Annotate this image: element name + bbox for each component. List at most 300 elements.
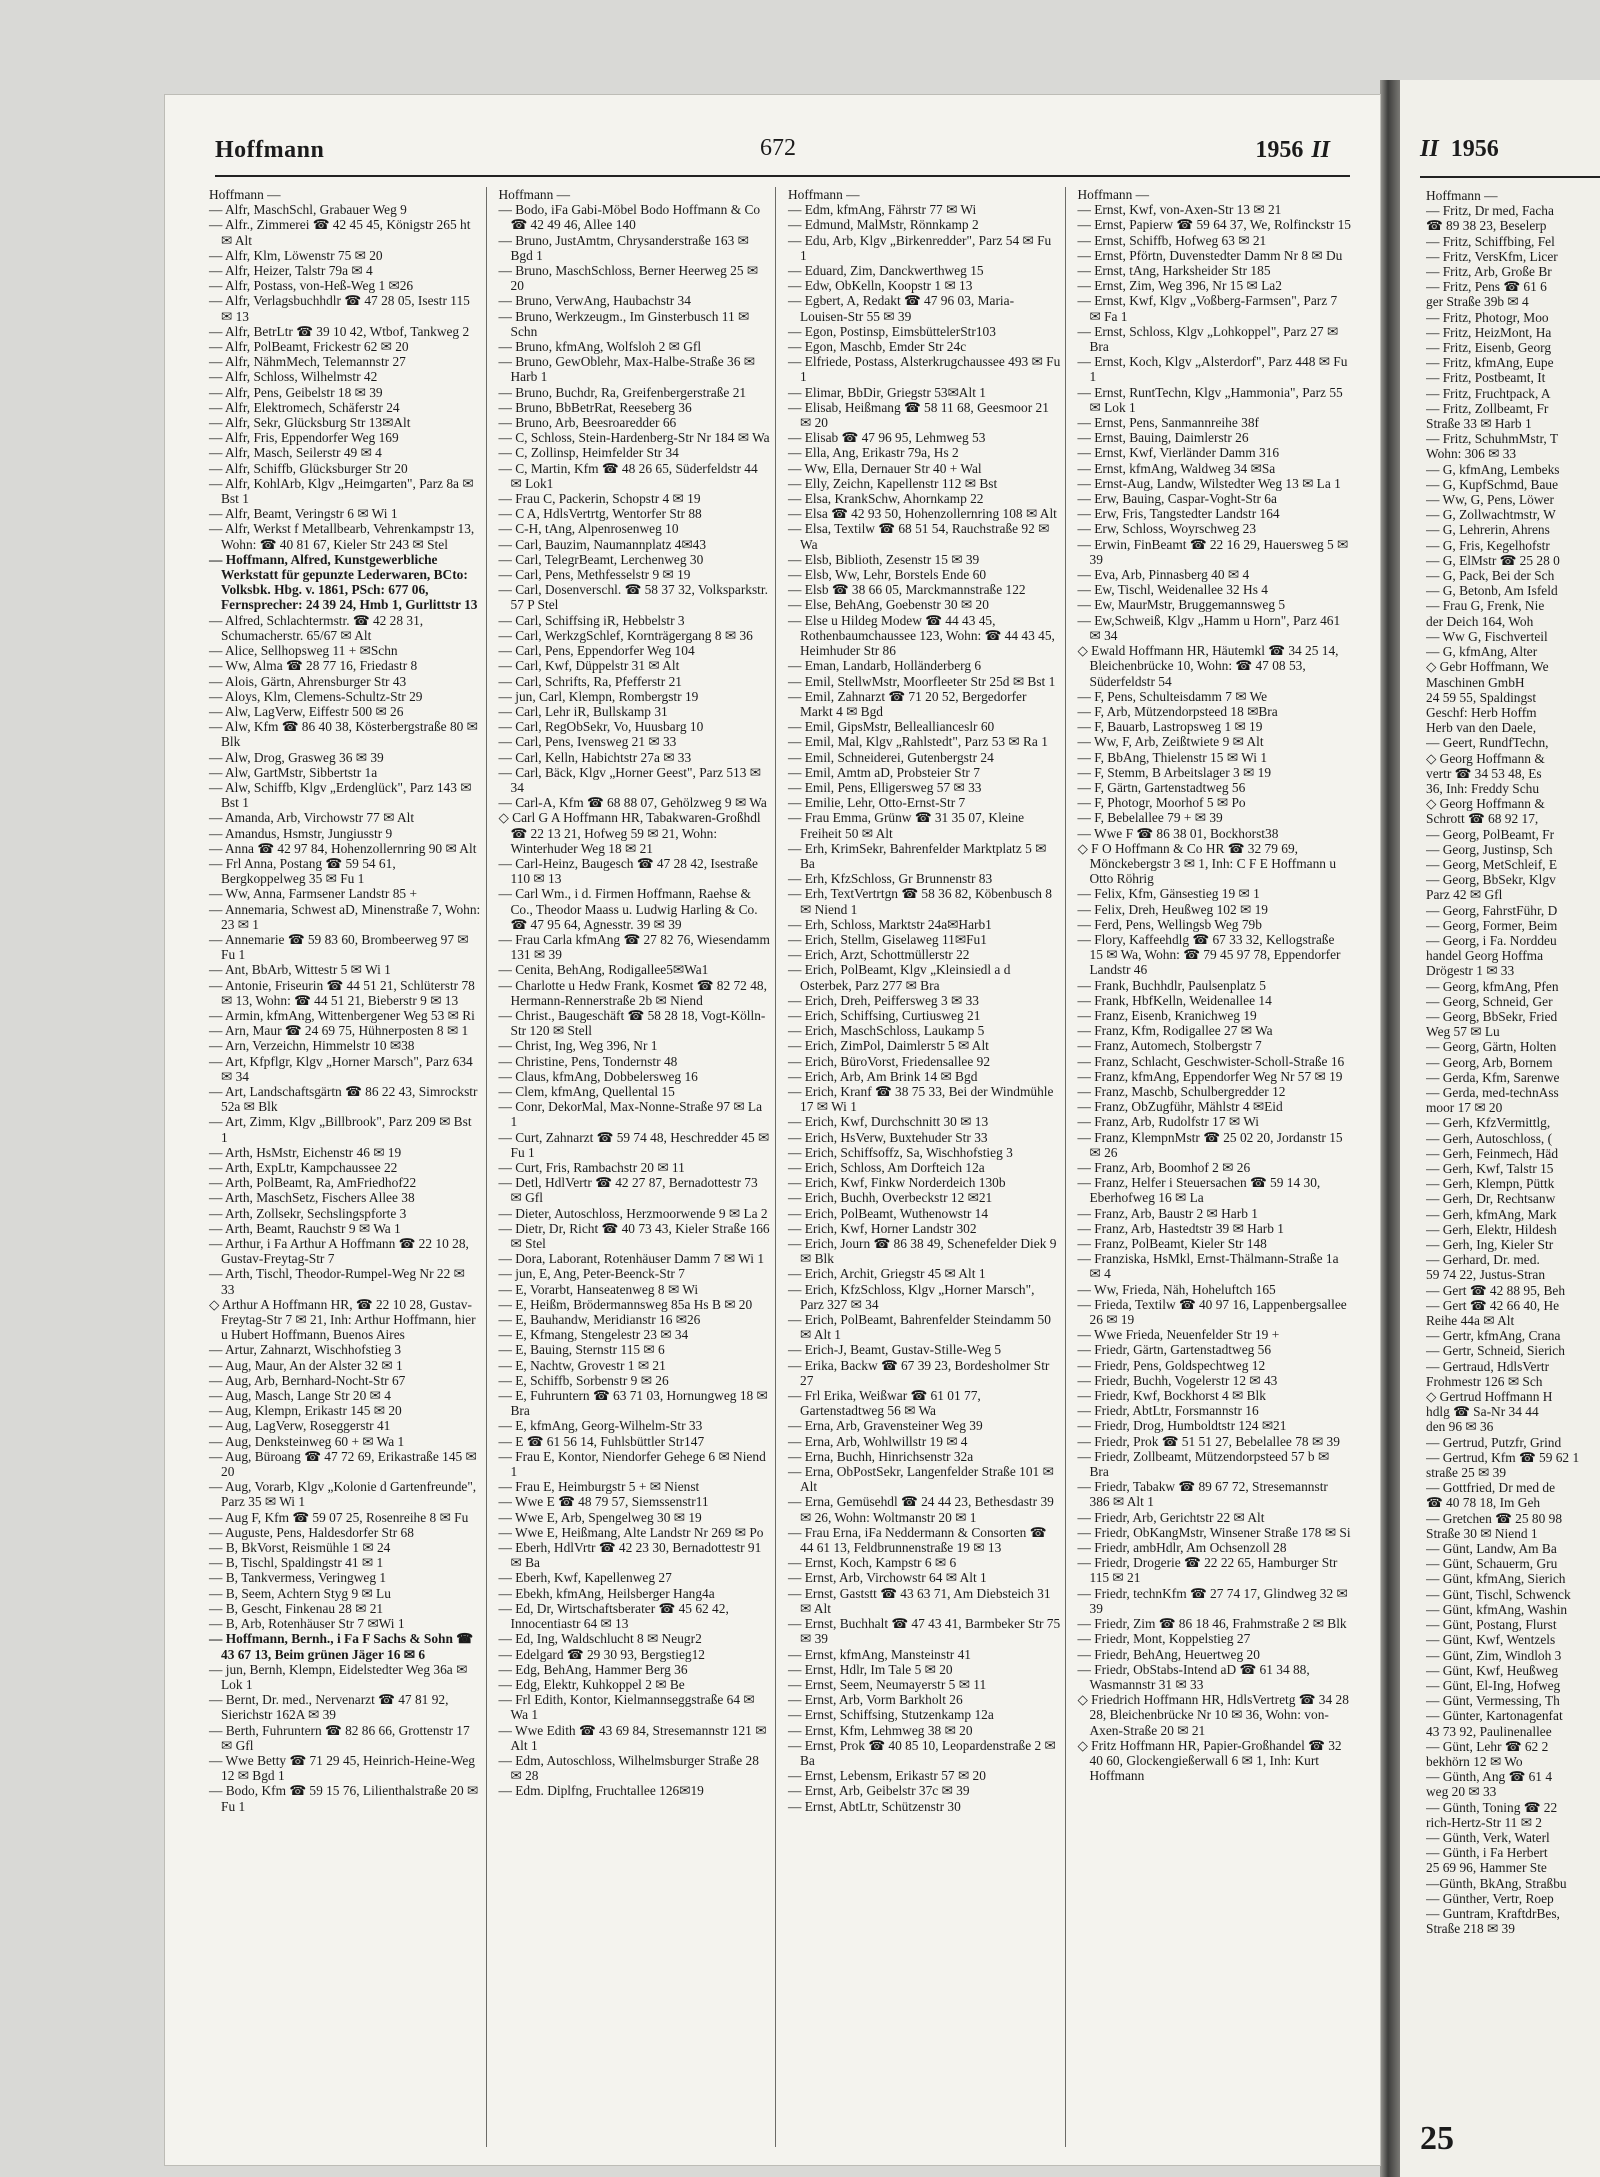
directory-entry: — Annemarie ☎ 59 83 60, Brombeerweg 97 ✉ Fu 1 xyxy=(209,931,469,963)
directory-entry: — Bruno, Arb, Beesroaredder 66 xyxy=(498,415,677,431)
directory-entry: — Erw, Fris, Tangstedter Landstr 164 xyxy=(1077,506,1280,522)
directory-entry: — Ernst, Arb, Geibelstr 37c ✉ 39 xyxy=(788,1783,970,1799)
next-page-entry: — G, kfmAng, Lembeks xyxy=(1426,461,1560,477)
directory-entry: — Bruno, VerwAng, Haubachstr 34 xyxy=(498,293,691,309)
directory-entry: — Erich, HsVerw, Buxtehuder Str 33 xyxy=(788,1129,988,1145)
directory-entry: ◇ Fritz Hoffmann HR, Papier-Großhandel ☎ 32 40 60, Glockengießerwall 6 ✉ 1, Inh: Kurt Hoffmann xyxy=(1077,1737,1342,1784)
directory-entry: — Antonie, Friseurin ☎ 44 51 21, Schlüterstr 78 ✉ 13, Wohn: ☎ 44 51 21, Bieberstr 9 ✉ 13 xyxy=(209,977,475,1008)
directory-entry: — B, Arb, Rotenhäuser Str 7 ✉Wi 1 xyxy=(209,1616,405,1632)
next-page-entry: — Günt, Vermessing, Th xyxy=(1426,1693,1560,1709)
directory-entry: — B, Tankvermess, Veringweg 1 xyxy=(209,1570,387,1586)
directory-entry: — Erwin, FinBeamt ☎ 22 16 29, Hauersweg 5 ✉ 39 xyxy=(1077,536,1349,567)
next-page-entry: Parz 42 ✉ Gfl xyxy=(1426,887,1503,903)
directory-entry: — Ernst, Arb, Virchowstr 64 ✉ Alt 1 xyxy=(788,1570,987,1586)
next-page-entry: — Gretchen ☎ 25 80 98 xyxy=(1426,1510,1563,1526)
next-page-entry: — Gert ☎ 42 66 40, He xyxy=(1426,1297,1560,1313)
directory-entry: — Erw, Bauing, Caspar-Voght-Str 6a xyxy=(1077,491,1277,507)
directory-entry: — jun, Carl, Klempn, Rombergstr 19 xyxy=(498,688,699,704)
directory-page xyxy=(165,95,1380,2165)
directory-entry: — Ww, Anna, Farmsener Landstr 85 + xyxy=(209,886,417,902)
directory-entry: — Hoffmann, Alfred, Kunstgewerbliche Werkstatt für gepunzte Lederwaren, BCto: Volksbk. Hbg. v. 1861, PSch: 677 06, Fernsprecher: 24 39 24, Hmb 1, Gurlittstr 13 xyxy=(209,551,478,613)
directory-entry: — Alfr, Elektromech, Schäferstr 24 xyxy=(209,399,400,415)
directory-entry: — Carl, Bäck, Klgv „Horner Geest", Parz 513 ✉ 34 xyxy=(498,764,761,795)
next-page-entry: — Georg, Arb, Bornem xyxy=(1426,1054,1553,1070)
directory-entry: — Annemaria, Schwest aD, Minenstraße 7, Wohn: 23 ✉ 1 xyxy=(209,901,481,932)
directory-entry: — Ww, F, Arb, Zeißtwiete 9 ✉ Alt xyxy=(1077,734,1264,750)
directory-entry: — Erich, ZimPol, Daimlerstr 5 ✉ Alt xyxy=(788,1038,989,1054)
directory-entry: — Ernst, Seem, Neumayerstr 5 ✉ 11 xyxy=(788,1676,987,1692)
directory-entry: — F, BbAng, Thielenstr 15 ✉ Wi 1 xyxy=(1077,749,1268,765)
next-page-entry: — Gerh, Ing, Kieler Str xyxy=(1426,1237,1554,1253)
next-page-rule xyxy=(1420,176,1600,178)
directory-entry: — Carl-Heinz, Baugesch ☎ 47 28 42, Isestraße 110 ✉ 13 xyxy=(498,855,759,887)
next-page-entry: — Georg, PolBeamt, Fr xyxy=(1426,826,1555,842)
next-page-entry: — G, ElMstr ☎ 25 28 0 xyxy=(1426,552,1560,568)
directory-entry: — Dieter, Autoschloss, Herzmoorwende 9 ✉ La 2 xyxy=(498,1205,768,1221)
directory-entry: — Arth, Beamt, Rauchstr 9 ✉ Wa 1 xyxy=(209,1220,401,1236)
directory-entry: — Ernst, kfmAng, Mansteinstr 41 xyxy=(788,1646,971,1662)
directory-entry: — Ernst, Schiffb, Hofweg 63 ✉ 21 xyxy=(1077,232,1267,248)
directory-entry: — Ernst-Aug, Landw, Wilstedter Weg 13 ✉ La 1 xyxy=(1077,475,1341,491)
directory-entry: — Art, Landschaftsgärtn ☎ 86 22 43, Simrockstr 52a ✉ Blk xyxy=(209,1083,478,1115)
directory-entry: — E, Schiffb, Sorbenstr 9 ✉ 26 xyxy=(498,1372,669,1388)
next-page-entry: — Günt, Schauerm, Gru xyxy=(1426,1556,1558,1572)
directory-entry: — Edu, Arb, Klgv „Birkenredder", Parz 54 ✉ Fu 1 xyxy=(788,232,1052,263)
directory-entry: — Friedr, Arb, Gerichtstr 22 ✉ Alt xyxy=(1077,1509,1265,1525)
directory-entry: — Ernst, Papierw ☎ 59 64 37, We, Rolfinckstr 15 xyxy=(1077,217,1351,233)
directory-entry: — Franziska, HsMkl, Ernst-Thälmann-Straße 1a ✉ 4 xyxy=(1077,1251,1339,1282)
directory-entry: — Frank, Buchhdlr, Paulsenplatz 5 xyxy=(1077,977,1266,993)
signature-mark: 25 xyxy=(1420,2120,1454,2157)
next-page-entry: — Gerh, kfmAng, Mark xyxy=(1426,1206,1557,1222)
directory-entry: — Alfr, KohlArb, Klgv „Heimgarten", Parz 8a ✉ Bst 1 xyxy=(209,475,474,507)
directory-entry: — Ernst, Kwf, Vierländer Damm 316 xyxy=(1077,445,1280,461)
directory-entry: — Alfr, Verlagsbuchhdlr ☎ 47 28 05, Isestr 115 ✉ 13 xyxy=(209,293,470,324)
next-page-entry: — Günt, Tischl, Schwenck xyxy=(1426,1586,1571,1602)
next-page-entry: Schrott ☎ 68 92 17, xyxy=(1426,811,1539,827)
directory-entry: — F, Gärtn, Gartenstadtweg 56 xyxy=(1077,779,1246,795)
directory-entry: Hoffmann — xyxy=(1077,187,1150,202)
directory-entry: — Friedr, AbtLtr, Forsmannstr 16 xyxy=(1077,1403,1259,1419)
directory-entry: — E, Nachtw, Grovestr 1 ✉ 21 xyxy=(498,1357,666,1373)
directory-entry: — Ed, Dr, Wirtschaftsberater ☎ 45 62 42, Innocentiastr 64 ✉ 13 xyxy=(498,1600,729,1632)
directory-entry: — Emil, StellwMstr, Moorfleeter Str 25d ✉ Bst 1 xyxy=(788,673,1056,689)
directory-entry: ◇ Arthur A Hoffmann HR, ☎ 22 10 28, Gustav-Freytag-Str 7 ✉ 21, Inh: Arthur Hoffmann, hier u Hubert Hoffmann, Buenos Aires xyxy=(209,1296,476,1343)
directory-entry: — Carl, Bauzim, Naumannplatz 4✉43 xyxy=(498,536,707,552)
next-page-entry: — Gerh, Elektr, Hildesh xyxy=(1426,1221,1557,1237)
directory-entry: — Erich, Archit, Griegstr 45 ✉ Alt 1 xyxy=(788,1266,986,1282)
directory-entry: — Wwe Frieda, Neuenfelder Str 19 + xyxy=(1077,1327,1280,1343)
directory-entry: — Edw, ObKelln, Koopstr 1 ✉ 13 xyxy=(788,278,973,294)
directory-entry: — Arth, HsMstr, Eichenstr 46 ✉ 19 xyxy=(209,1144,402,1160)
directory-entry: — Eduard, Zim, Danckwerthweg 15 xyxy=(788,263,984,279)
directory-entry: — Carl, Pens, Methfesselstr 9 ✉ 19 xyxy=(498,567,691,583)
directory-entry: — Alfr, Pens, Geibelstr 18 ✉ 39 xyxy=(209,384,383,400)
directory-entry: — Carl, TelegrBeamt, Lerchenweg 30 xyxy=(498,551,704,567)
directory-entry: ◇ Friedrich Hoffmann HR, HdlsVertretg ☎ 34 28 28, Bleichenbrücke Nr 10 ✉ 36, Wohn: von-Axen-Straße 20 ✉ 21 xyxy=(1077,1692,1349,1738)
directory-entry: — Franz, Kfm, Rodigallee 27 ✉ Wa xyxy=(1077,1023,1273,1039)
directory-entry: — Amandus, Hsmstr, Jungiusstr 9 xyxy=(209,825,393,841)
next-page-entry: — Gertr, Schneid, Sierich xyxy=(1426,1343,1565,1359)
directory-entry: — Ed, Ing, Waldschlucht 8 ✉ Neugr2 xyxy=(498,1631,702,1647)
next-page-entry: Geschf: Herb Hoffm xyxy=(1426,704,1537,720)
directory-entry: — E ☎ 61 56 14, Fuhlsbüttler Str147 xyxy=(498,1433,705,1449)
directory-entry: — Franz, Automech, Stolbergstr 7 xyxy=(1077,1038,1262,1054)
next-page-entry: — Fritz, Zollbeamt, Fr xyxy=(1426,400,1549,416)
directory-entry: — Arth, Zollsekr, Sechslingspforte 3 xyxy=(209,1205,407,1221)
directory-entry: — Christ, Ing, Weg 396, Nr 1 xyxy=(498,1038,658,1054)
next-page-entry: — Georg, Gärtn, Holten xyxy=(1426,1039,1557,1055)
next-page-entry: moor 17 ✉ 20 xyxy=(1426,1100,1503,1116)
next-page-entry: — Günth, Verk, Waterl xyxy=(1426,1829,1550,1845)
next-page-entry: — Günt, kfmAng, Washin xyxy=(1426,1601,1568,1617)
directory-entry: — C A, HdlsVertrtg, Wentorfer Str 88 xyxy=(498,506,702,522)
next-page-entry: — Günt, Lehr ☎ 62 2 xyxy=(1426,1738,1549,1754)
directory-entry: — Egon, Maschb, Emder Str 24c xyxy=(788,339,967,355)
next-page-entry: — Gerhard, Dr. med. xyxy=(1426,1252,1540,1268)
next-page-entry: Straße 30 ✉ Niend 1 xyxy=(1426,1525,1538,1541)
next-page-entry: — Frau G, Frenk, Nie xyxy=(1426,598,1545,614)
book-spine xyxy=(1380,80,1400,2177)
next-page-entry: hdlg ☎ Sa-Nr 34 44 xyxy=(1426,1404,1539,1420)
directory-entry: — E, Bauhandw, Meridianstr 16 ✉26 xyxy=(498,1312,701,1328)
next-page-entry: — Fritz, Schiffbing, Fel xyxy=(1426,233,1555,249)
directory-entry: — Friedr, BehAng, Heuertweg 20 xyxy=(1077,1646,1260,1662)
directory-entry: — Alfr, Werkst f Metallbearb, Vehrenkampstr 13, Wohn: ☎ 40 81 67, Kieler Str 243 ✉ Stel xyxy=(209,521,475,552)
directory-entry: — Bruno, GewOblehr, Max-Halbe-Straße 36 ✉ Harb 1 xyxy=(498,354,755,385)
directory-entry: — Alfr, Schiffb, Glücksburger Str 20 xyxy=(209,460,408,476)
directory-entry: — Arth, Tischl, Theodor-Rumpel-Weg Nr 22 ✉ 33 xyxy=(209,1266,465,1297)
directory-entry: — Egbert, A, Redakt ☎ 47 96 03, Maria-Louisen-Str 55 ✉ 39 xyxy=(788,293,1015,324)
directory-entry: — Emil, Mal, Klgv „Rahlstedt", Parz 53 ✉ Ra 1 xyxy=(788,734,1048,750)
directory-entry: — E, Kfmang, Stengelestr 23 ✉ 34 xyxy=(498,1327,689,1343)
next-page-entry: — Gerh, Feinmech, Häd xyxy=(1426,1145,1559,1161)
next-page-entry: ◇ Gebr Hoffmann, We xyxy=(1426,659,1549,675)
directory-entry: Hoffmann — xyxy=(498,187,571,202)
directory-entry: — Ernst, AbtLtr, Schützenstr 30 xyxy=(788,1798,961,1814)
directory-entry: — Erich, BüroVorst, Friedensallee 92 xyxy=(788,1053,991,1069)
next-page-entry: den 96 ✉ 36 xyxy=(1426,1419,1494,1435)
directory-entry: — Erich, Dreh, Peiffersweg 3 ✉ 33 xyxy=(788,992,979,1008)
directory-entry: — Frau Emma, Grünw ☎ 31 35 07, Kleine Freiheit 50 ✉ Alt xyxy=(788,810,1025,841)
next-page-entry: vertr ☎ 34 53 48, Es xyxy=(1426,765,1542,781)
directory-entry: — Erich, PolBeamt, Bahrenfelder Steindamm 50 ✉ Alt 1 xyxy=(788,1312,1051,1343)
directory-entry: — Alois, Gärtn, Ahrensburger Str 43 xyxy=(209,673,407,689)
next-page-entry: — Günth, Toning ☎ 22 xyxy=(1426,1799,1558,1815)
next-page-entry: — Fritz, HeizMont, Ha xyxy=(1426,324,1552,340)
directory-entry: — Anna ☎ 42 97 84, Hohenzollernring 90 ✉ Alt xyxy=(209,840,477,856)
directory-entry: — Wwe E, Arb, Spengelweg 30 ✉ 19 xyxy=(498,1509,702,1525)
directory-entry: — Else u Hildeg Modew ☎ 44 43 45, Rothenbaumchaussee 123, Wohn: ☎ 44 43 45, Heimhuder Str 86 xyxy=(788,612,1055,659)
next-page-entry: Maschinen GmbH xyxy=(1426,674,1525,690)
directory-entry: — Ella, Ang, Erikastr 79a, Hs 2 xyxy=(788,445,959,461)
directory-entry: — Erna, Buchh, Hinrichsenstr 32a xyxy=(788,1448,974,1464)
directory-entry: — Emil, Pens, Elligersweg 57 ✉ 33 xyxy=(788,779,982,795)
directory-entry: — Franz, PolBeamt, Kieler Str 148 xyxy=(1077,1236,1267,1252)
directory-entry: — Ferd, Pens, Wellingsb Weg 79b xyxy=(1077,916,1262,932)
directory-entry: — Emil, Schneiderei, Gutenbergstr 24 xyxy=(788,749,994,765)
directory-entry: — Wwe Betty ☎ 71 29 45, Heinrich-Heine-Weg 12 ✉ Bgd 1 xyxy=(209,1752,475,1784)
directory-entry: — Curt, Zahnarzt ☎ 59 74 48, Heschredder 45 ✉ Fu 1 xyxy=(498,1129,770,1160)
next-page-entry: Hoffmann — xyxy=(1426,188,1498,203)
directory-entry: — Alfr, BetrLtr ☎ 39 10 42, Wtbof, Tankweg 2 xyxy=(209,323,470,339)
directory-entry: — Bruno, JustAmtm, Chrysanderstraße 163 ✉ Bgd 1 xyxy=(498,232,749,263)
next-page-entry: handel Georg Hoffma xyxy=(1426,948,1544,964)
directory-entry: — Alw, Schiffb, Klgv „Erdenglück", Parz 143 ✉ Bst 1 xyxy=(209,779,472,811)
header-rule xyxy=(215,175,1350,177)
directory-entry: — C, Martin, Kfm ☎ 48 26 65, Süderfeldstr 44 ✉ Lok1 xyxy=(498,460,758,491)
directory-entry: — Frl Anna, Postang ☎ 59 54 61, Bergkoppelweg 35 ✉ Fu 1 xyxy=(209,855,396,887)
next-page-entry: der Deich 164, Woh xyxy=(1426,613,1534,629)
directory-entry: — Elsb ☎ 38 66 05, Marckmannstraße 122 xyxy=(788,582,1026,598)
next-page-entry: — G, Pack, Bei der Sch xyxy=(1426,568,1555,584)
directory-entry: — Ew, MaurMstr, Bruggemannsweg 5 xyxy=(1077,597,1286,613)
directory-entry: — Clem, kfmAng, Quellental 15 xyxy=(498,1083,675,1099)
directory-entry: — Alfr, Fris, Eppendorfer Weg 169 xyxy=(209,430,399,446)
directory-entry: — Elsa, KrankSchw, Ahornkamp 22 xyxy=(788,491,984,507)
directory-entry: — Wwe E, Heißmang, Alte Landstr Nr 269 ✉ Po xyxy=(498,1524,764,1540)
directory-entry: — Frau Erna, iFa Neddermann & Consorten ☎ 44 61 13, Feldbrunnenstraße 19 ✉ 13 xyxy=(788,1524,1047,1556)
directory-entry: — Franz, Arb, Rudolfstr 17 ✉ Wi xyxy=(1077,1114,1260,1130)
next-page-entry: straße 25 ✉ 39 xyxy=(1426,1465,1507,1481)
next-page-entry: — Fritz, Dr med, Facha xyxy=(1426,203,1554,219)
next-page-entry: — Fritz, Postbeamt, It xyxy=(1426,370,1546,386)
directory-entry: — Alfr, NähmMech, Telemannstr 27 xyxy=(209,354,406,370)
directory-entry: — Erich, Buchh, Overbeckstr 12 ✉21 xyxy=(788,1190,993,1206)
next-page-entry: — Fritz, Arb, Große Br xyxy=(1426,264,1552,280)
directory-entry: — jun, E, Ang, Peter-Beenck-Str 7 xyxy=(498,1266,685,1282)
part-label: II xyxy=(1311,137,1330,163)
directory-entry: — Arn, Verzeichn, Himmelstr 10 ✉38 xyxy=(209,1038,415,1054)
directory-entry: — Bruno, Werkzeugm., Im Ginsterbusch 11 ✉ Schn xyxy=(498,308,750,339)
directory-entry: Hoffmann — xyxy=(788,187,860,202)
directory-entry: — Alfr, Masch, Seilerstr 49 ✉ 4 xyxy=(209,445,382,461)
directory-entry: — Dora, Laborant, Rotenhäuser Damm 7 ✉ Wi 1 xyxy=(498,1251,765,1267)
next-page-entry: — Günther, Vertr, Roep xyxy=(1426,1890,1554,1906)
directory-entry: — Elsb, Ww, Lehr, Borstels Ende 60 xyxy=(788,567,987,583)
directory-entry: — Edg, BehAng, Hammer Berg 36 xyxy=(498,1661,688,1677)
directory-entry: — Bodo, iFa Gabi-Möbel Bodo Hoffmann & Co ☎ 42 49 46, Allee 140 xyxy=(498,202,761,233)
next-page-entry: weg 20 ✉ 33 xyxy=(1426,1784,1497,1800)
directory-entry: — Elimar, BbDir, Griegstr 53✉Alt 1 xyxy=(788,384,986,400)
next-page-entry: — Günt, kfmAng, Sierich xyxy=(1426,1571,1566,1587)
directory-entry: — E, Heißm, Brödermannsweg 85a Hs B ✉ 20 xyxy=(498,1296,753,1312)
directory-entry: — Friedr, Mont, Koppelstieg 27 xyxy=(1077,1631,1251,1647)
directory-entry: — Ernst, Pens, Sanmannreihe 38f xyxy=(1077,415,1259,431)
directory-entry: — Franz, Eisenb, Kranichweg 19 xyxy=(1077,1007,1257,1023)
next-page-column xyxy=(1426,188,1600,2118)
directory-entry: — Aug, Büroang ☎ 47 72 69, Erikastraße 145 ✉ 20 xyxy=(209,1448,477,1480)
directory-entry: — Ww, Frieda, Näh, Hoheluftch 165 xyxy=(1077,1281,1276,1297)
next-page-entry: 24 59 55, Spaldingst xyxy=(1426,689,1537,705)
directory-column-3 xyxy=(784,187,1066,2147)
directory-entry: — Franz, Helfer i Steuersachen ☎ 59 14 30, Eberhofweg 16 ✉ La xyxy=(1077,1175,1321,1206)
directory-entry: — Ant, BbArb, Wittestr 5 ✉ Wi 1 xyxy=(209,962,391,978)
directory-entry: — Elly, Zeichn, Kapellenstr 112 ✉ Bst xyxy=(788,475,998,491)
directory-entry: — B, BkVorst, Reismühle 1 ✉ 24 xyxy=(209,1540,391,1556)
directory-entry: — Artur, Zahnarzt, Wischhofstieg 3 xyxy=(209,1342,402,1358)
directory-entry: — Ew,Schweiß, Klgv „Hamm u Horn", Parz 461 ✉ 34 xyxy=(1077,612,1341,643)
directory-entry: — Franz, kfmAng, Eppendorfer Weg Nr 57 ✉ 19 xyxy=(1077,1068,1343,1084)
directory-entry: — B, Seem, Achtern Styg 9 ✉ Lu xyxy=(209,1585,391,1601)
directory-entry: — Ernst, Kfm, Lehmweg 38 ✉ 20 xyxy=(788,1722,973,1738)
next-page-entry: — Georg, Justinsp, Sch xyxy=(1426,841,1553,857)
directory-entry: — Franz, Arb, Baustr 2 ✉ Harb 1 xyxy=(1077,1205,1258,1221)
directory-entry: — Ernst, Prok ☎ 40 85 10, Leopardenstraße 2 ✉ Ba xyxy=(788,1737,1056,1768)
directory-entry: — Ernst, Schiffsing, Stutzenkamp 12a xyxy=(788,1707,994,1723)
directory-entry: — Erh, KfzSchloss, Gr Brunnenstr 83 xyxy=(788,871,993,887)
directory-entry: — Carl, Kwf, Düppelstr 31 ✉ Alt xyxy=(498,658,680,674)
directory-entry: — Edm, Autoschloss, Wilhelmsburger Straße 28 ✉ 28 xyxy=(498,1752,759,1784)
directory-entry: — Erna, Gemüsehdl ☎ 24 44 23, Bethesdastr 39 ✉ 26, Wohn: Woltmanstr 20 ✉ 1 xyxy=(788,1494,1054,1525)
next-page-entry: — Gerda, med-technAss xyxy=(1426,1084,1559,1100)
next-page-entry: — Guntram, KraftdrBes, xyxy=(1426,1905,1560,1921)
directory-entry: — F, Pens, Schulteisdamm 7 ✉ We xyxy=(1077,688,1268,704)
next-page-entry: — Georg, BbSekr, Fried xyxy=(1426,1008,1558,1024)
next-page-entry: ☎ 40 78 18, Im Geh xyxy=(1426,1495,1541,1511)
next-page-entry: Drögestr 1 ✉ 33 xyxy=(1426,963,1515,979)
next-page-entry: — Günth, Ang ☎ 61 4 xyxy=(1426,1769,1553,1785)
directory-entry: — Friedr, Drogerie ☎ 22 22 65, Hamburger Str 115 ✉ 21 xyxy=(1077,1555,1338,1586)
directory-entry: — C, Zollinsp, Heimfelder Str 34 xyxy=(498,445,679,461)
directory-entry: — Arth, ExpLtr, Kampchaussee 22 xyxy=(209,1160,398,1175)
directory-entry: — E, Fuhruntern ☎ 63 71 03, Hornungweg 18 ✉ Bra xyxy=(498,1388,768,1419)
directory-entry: — Frau E, Heimburgstr 5 + ✉ Nienst xyxy=(498,1479,700,1495)
next-page-entry: — Günt, Kwf, Heußweg xyxy=(1426,1662,1559,1678)
directory-entry: — Frau E, Kontor, Niendorfer Gehege 6 ✉ Niend 1 xyxy=(498,1448,766,1480)
directory-entry: — Alfr, Schloss, Wilhelmstr 42 xyxy=(209,369,378,385)
directory-entry: — E, Vorarbt, Hanseatenweg 8 ✉ Wi xyxy=(498,1281,699,1297)
directory-entry: — Friedr, Kwf, Bockhorst 4 ✉ Blk xyxy=(1077,1388,1266,1404)
directory-entry: — Eberh, Kwf, Kapellenweg 27 xyxy=(498,1570,672,1586)
directory-entry: — Friedr, ObStabs-Intend aD ☎ 61 34 88, Wasmannstr 31 ✉ 33 xyxy=(1077,1661,1310,1692)
directory-entry: — Berth, Fuhruntern ☎ 82 86 66, Grottenstr 17 ✉ Gfl xyxy=(209,1722,470,1753)
running-head-surname: Hoffmann xyxy=(215,137,325,163)
next-page-entry: — Georg, Schneid, Ger xyxy=(1426,993,1553,1009)
directory-entry: — Arn, Maur ☎ 24 69 75, Hühnerposten 8 ✉ 1 xyxy=(209,1023,469,1039)
next-page-entry: — Gerda, Kfm, Sarenwe xyxy=(1426,1069,1560,1085)
directory-entry: — Carl, Pens, Ivensweg 21 ✉ 33 xyxy=(498,734,677,750)
next-page-entry: — Ww G, Fischverteil xyxy=(1426,628,1548,644)
directory-entry: — Bruno, BbBetrRat, Reeseberg 36 xyxy=(498,399,692,415)
next-page-entry: — Günt, Postang, Flurst xyxy=(1426,1617,1557,1633)
directory-entry: — Emil, Zahnarzt ☎ 71 20 52, Bergedorfer Markt 4 ✉ Bgd xyxy=(788,688,1027,719)
directory-entry: — Erw, Schloss, Woyrschweg 23 xyxy=(1077,521,1257,537)
directory-entry: — Franz, ObZugführ, Mählstr 4 ✉Eid xyxy=(1077,1099,1283,1115)
next-page-entry: — Georg, BbSekr, Klgv xyxy=(1426,872,1556,888)
next-page-entry: Weg 57 ✉ Lu xyxy=(1426,1024,1500,1040)
directory-entry: ◇ F O Hoffmann & Co HR ☎ 32 79 69, Mönckebergstr 3 ✉ 1, Inh: C F E Hoffmann u Otto Röhrig xyxy=(1077,840,1337,887)
directory-entry: — Charlotte u Hedw Frank, Kosmet ☎ 82 72 48, Hermann-Rennerstraße 2b ✉ Niend xyxy=(498,977,767,1008)
directory-entry: — Friedr, ambHdlr, Am Ochsenzoll 28 xyxy=(1077,1540,1287,1556)
directory-entry: — Friedr, Pens, Goldspechtweg 12 xyxy=(1077,1357,1266,1373)
directory-entry: — Bernt, Dr. med., Nervenarzt ☎ 47 81 92, Sierichstr 162A ✉ 39 xyxy=(209,1692,449,1723)
directory-entry: — Ernst, Pförtn, Duvenstedter Damm Nr 8 ✉ Du xyxy=(1077,247,1343,263)
directory-entry: — Edelgard ☎ 29 30 93, Bergstieg12 xyxy=(498,1646,705,1662)
next-page-fragment xyxy=(1400,80,1600,2177)
directory-entry: — Dietr, Dr, Richt ☎ 40 73 43, Kieler Straße 166 ✉ Stel xyxy=(498,1220,770,1252)
directory-entry: — Ernst, Zim, Weg 396, Nr 15 ✉ La2 xyxy=(1077,278,1282,294)
directory-entry: — Alfr, Beamt, Veringstr 6 ✉ Wi 1 xyxy=(209,506,398,522)
directory-entry: — F, Bauarb, Lastropsweg 1 ✉ 19 xyxy=(1077,719,1263,735)
directory-entry: — Friedr, Zollbeamt, Mützendorpsteed 57 b ✉ Bra xyxy=(1077,1448,1330,1480)
next-page-entry: — Fritz, VersKfm, Licer xyxy=(1426,248,1558,264)
directory-entry: — Ew, Tischl, Weidenallee 32 Hs 4 xyxy=(1077,582,1268,598)
directory-entry: — Frieda, Textilw ☎ 40 97 16, Lappenbergsallee 26 ✉ 19 xyxy=(1077,1296,1347,1328)
directory-entry: — Erna, Arb, Wohlwillstr 19 ✉ 4 xyxy=(788,1433,968,1449)
directory-entry: — Alw, Kfm ☎ 86 40 38, Kösterbergstraße 80 ✉ Blk xyxy=(209,719,478,750)
directory-column-1 xyxy=(205,187,487,2147)
directory-entry: — Eman, Landarb, Holländerberg 6 xyxy=(788,658,982,674)
next-page-entry: ◇ Georg Hoffmann & xyxy=(1426,750,1545,766)
directory-entry: — Erh, KrimSekr, Bahrenfelder Marktplatz 5 ✉ Ba xyxy=(788,840,1047,871)
directory-entry: — Erich, Kwf, Horner Landstr 302 xyxy=(788,1220,977,1236)
directory-entry: — Erich, Kranf ☎ 38 75 33, Bei der Windmühle 17 ✉ Wi 1 xyxy=(788,1083,1054,1115)
directory-entry: — Erich, Arb, Am Brink 14 ✉ Bgd xyxy=(788,1068,978,1084)
directory-entry: — Alw, Drog, Grasweg 36 ✉ 39 xyxy=(209,749,384,765)
directory-entry: — Emil, Amtm aD, Probsteier Str 7 xyxy=(788,764,980,780)
next-page-entry: — Gertraud, HdlsVertr xyxy=(1426,1358,1550,1374)
directory-entry: — Franz, KlempnMstr ☎ 25 02 20, Jordanstr 15 ✉ 26 xyxy=(1077,1129,1343,1160)
directory-entry: — Carl, Lehr iR, Bullskamp 31 xyxy=(498,703,668,719)
directory-entry: — Erich, Arzt, Schottmüllerstr 22 xyxy=(788,947,970,963)
directory-entry: — Auguste, Pens, Haldesdorfer Str 68 xyxy=(209,1524,414,1540)
page-number: 672 xyxy=(760,135,796,161)
next-page-entry: — Günth, i Fa Herbert xyxy=(1426,1845,1548,1861)
directory-entry: — Elsb, Biblioth, Zesenstr 15 ✉ 39 xyxy=(788,551,980,567)
directory-entry: — Friedr, Drog, Humboldtstr 124 ✉21 xyxy=(1077,1418,1287,1434)
directory-entry: — Else, BehAng, Goebenstr 30 ✉ 20 xyxy=(788,597,989,613)
directory-entry: — Ernst, Kwf, von-Axen-Str 13 ✉ 21 xyxy=(1077,202,1282,218)
directory-entry: — Edg, Elektr, Kuhkoppel 2 ✉ Be xyxy=(498,1676,685,1692)
next-page-entry: — Günt, Landw, Am Ba xyxy=(1426,1541,1557,1557)
directory-entry: — Eberh, HdlVrtr ☎ 42 23 30, Bernadottestr 91 ✉ Ba xyxy=(498,1540,762,1571)
directory-entry: — Curt, Fris, Rambachstr 20 ✉ 11 xyxy=(498,1160,685,1175)
directory-entry: — Erich, KfzSchloss, Klgv „Horner Marsch", Parz 327 ✉ 34 xyxy=(788,1281,1035,1312)
next-page-entry: — Gertrud, Putzfr, Grind xyxy=(1426,1434,1562,1450)
directory-entry: — Elsa ☎ 42 93 50, Hohenzollernring 108 ✉ Alt xyxy=(788,506,1057,522)
directory-entry: — Erich, Schiffsing, Curtiusweg 21 xyxy=(788,1007,981,1023)
directory-entry: — Ernst, Koch, Klgv „Alsterdorf", Parz 448 ✉ Fu 1 xyxy=(1077,354,1348,385)
next-page-entry: — Ww, G, Pens, Löwer xyxy=(1426,492,1554,508)
directory-entry: — Bruno, kfmAng, Wolfsloh 2 ✉ Gfl xyxy=(498,339,702,355)
directory-entry: — Emil, GipsMstr, Belleallianceslr 60 xyxy=(788,719,995,735)
next-page-entry: Straße 33 ✉ Harb 1 xyxy=(1426,416,1532,432)
directory-entry: — Erich-J, Beamt, Gustav-Stille-Weg 5 xyxy=(788,1342,1002,1358)
directory-entry: — jun, Bernh, Klempn, Eidelstedter Weg 36a ✉ Lok 1 xyxy=(209,1661,468,1692)
directory-entry: — Alfred, Schlachtermstr. ☎ 42 28 31, Schumacherstr. 65/67 ✉ Alt xyxy=(209,612,424,643)
next-page-entry: ☎ 89 38 23, Beselerp xyxy=(1426,218,1547,234)
next-page-entry: — Gerh, Dr, Rechtsanw xyxy=(1426,1191,1556,1207)
next-page-entry: — Georg, FahrstFühr, D xyxy=(1426,902,1558,918)
next-page-entry: ◇ Gertrud Hoffmann H xyxy=(1426,1389,1553,1405)
directory-entry: — Bruno, Buchdr, Ra, Greifenbergerstraße 21 xyxy=(498,384,747,400)
directory-entry: — Carl, Dosenverschl. ☎ 58 37 32, Volksparkstr. 57 P Stel xyxy=(498,582,768,613)
directory-entry: — Ernst, Arb, Vorm Barkholt 26 xyxy=(788,1692,963,1708)
directory-entry: — Erich, PolBeamt, Klgv „Kleinsiedl a d Osterbek, Parz 277 ✉ Bra xyxy=(788,962,1011,993)
directory-entry: — Ernst, Koch, Kampstr 6 ✉ 6 xyxy=(788,1555,957,1571)
directory-entry: — Erna, Arb, Gravensteiner Weg 39 xyxy=(788,1418,983,1434)
directory-entry: — F, Arb, Mützendorpsteed 18 ✉Bra xyxy=(1077,703,1278,719)
directory-entry: — Arth, MaschSetz, Fischers Allee 38 xyxy=(209,1190,415,1206)
directory-entry: — Christ., Baugeschäft ☎ 58 28 18, Vogt-Kölln-Str 120 ✉ Stell xyxy=(498,1007,766,1039)
directory-entry: — Erich, Kwf, Durchschnitt 30 ✉ 13 xyxy=(788,1114,989,1130)
directory-entry: — Aug, Maur, An der Alster 32 ✉ 1 xyxy=(209,1357,403,1373)
directory-entry: — Edmund, MalMstr, Rönnkamp 2 xyxy=(788,217,979,233)
directory-entry: — Flory, Kaffeehdlg ☎ 67 33 32, Kellogstraße 15 ✉ Wa, Wohn: ☎ 79 45 97 78, Eppendorfer Landstr 46 xyxy=(1077,931,1341,978)
directory-entry: — Arthur, i Fa Arthur A Hoffmann ☎ 22 10 28, Gustav-Freytag-Str 7 xyxy=(209,1236,469,1267)
directory-entry: — Carl, RegObSekr, Vo, Huusbarg 10 xyxy=(498,719,704,735)
